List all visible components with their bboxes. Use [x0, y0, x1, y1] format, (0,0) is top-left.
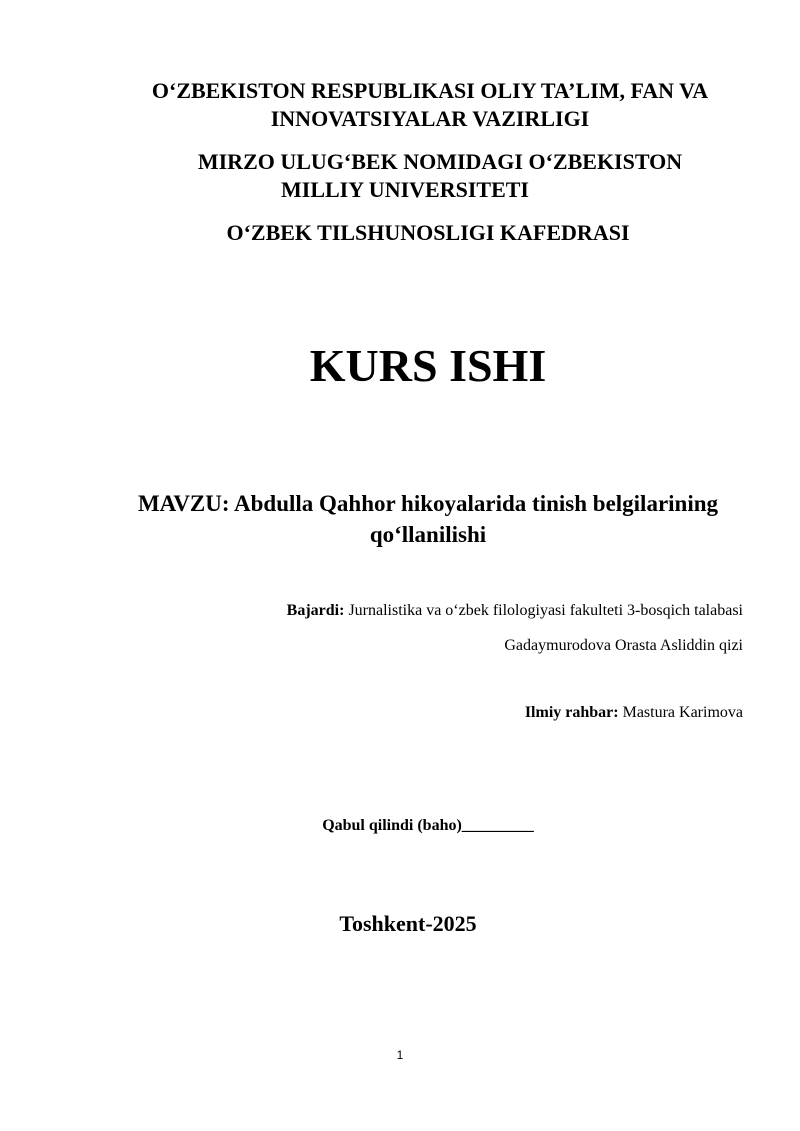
author-faculty: Jurnalistika va o‘zbek filologiyasi fakulteti 3-bosqich talabasi — [348, 602, 743, 619]
author-label: Bajardi: — [286, 602, 345, 619]
document-title: KURS ISHI — [309, 340, 547, 391]
supervisor-label: Ilmiy rahbar: — [524, 704, 619, 721]
author-name: Gadaymurodova Orasta Asliddin qizi — [504, 637, 743, 654]
page-number: 1 — [396, 1048, 404, 1062]
acceptance-line: Qabul qilindi (baho)_________ — [322, 817, 534, 834]
ministry-heading: O‘ZBEKISTON RESPUBLIKASI OLIY TA’LIM, FAN VA INNOVATSIYALAR VAZIRLIGI — [151, 78, 709, 131]
topic-heading: MAVZU: Abdulla Qahhor hikoyalarida tinish belgilarining qo‘llanilishi — [137, 491, 719, 547]
university-heading-line1: MIRZO ULUG‘BEK NOMIDAGI O‘ZBEKISTON — [197, 149, 683, 174]
author-faculty-line — [287, 601, 743, 621]
supervisor-name: Mastura Karimova — [622, 704, 743, 721]
department-heading: O‘ZBEK TILSHUNOSLIGI KAFEDRASI — [226, 220, 630, 245]
university-heading-line2: MILLIY UNIVERSITETI — [281, 177, 529, 202]
supervisor-line — [525, 703, 743, 723]
university-heading — [140, 148, 740, 204]
city-year: Toshkent-2025 — [339, 911, 477, 936]
